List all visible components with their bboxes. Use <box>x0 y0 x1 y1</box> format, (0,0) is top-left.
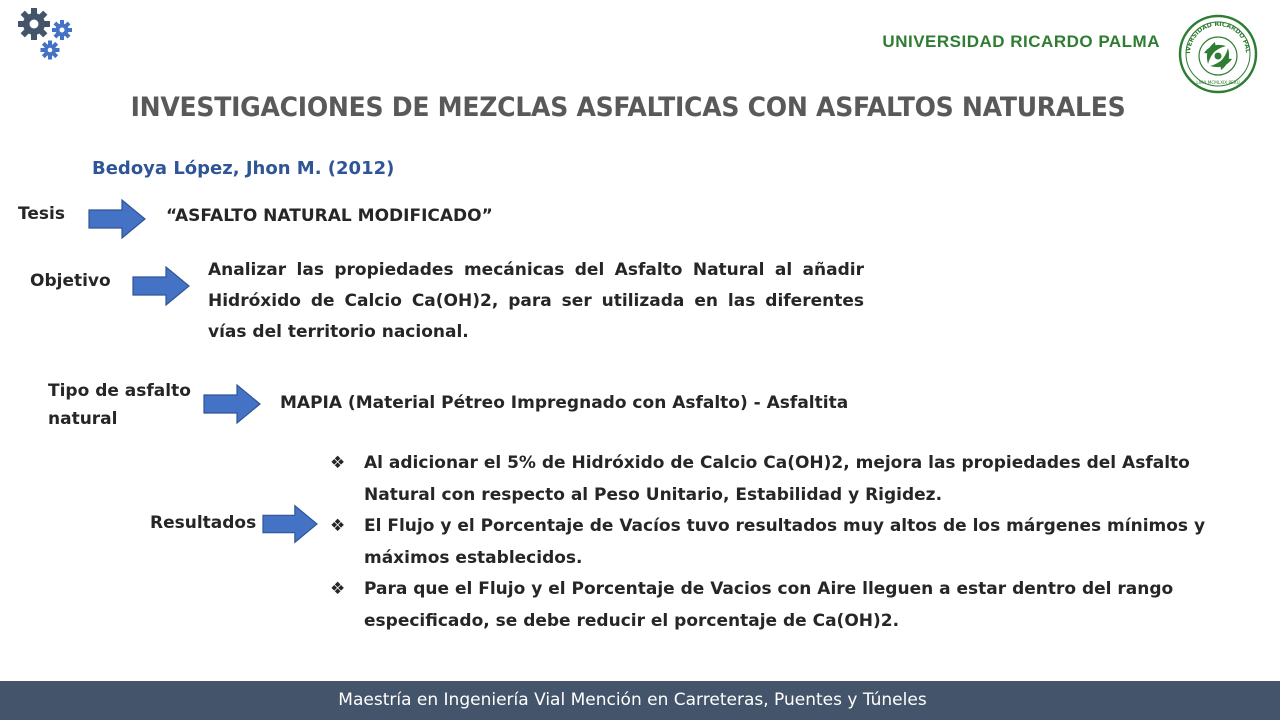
logo-text: IVERSIDAD RICARDO PAL <box>1184 20 1252 54</box>
objetivo-label: Objetivo <box>30 271 111 291</box>
footer-text: Maestría en Ingeniería Vial Mención en Carreteras, Puentes y Túneles <box>338 690 927 710</box>
list-item: ❖ Para que el Flujo y el Porcentaje de Vacios con Aire lleguen a estar dentro del rango especificado, se debe reducir el porcentaje de Ca(OH)2. <box>330 574 1260 637</box>
tipo-value: MAPIA (Material Pétreo Impregnado con Asfalto) - Asfaltita <box>280 393 849 413</box>
results-list <box>330 448 1260 637</box>
tesis-value: “ASFALTO NATURAL MODIFICADO” <box>166 206 493 226</box>
list-item: ❖ Al adicionar el 5% de Hidróxido de Calcio Ca(OH)2, mejora las propiedades del Asfalto Natural con respecto al Peso Unitario, Estabilidad y Rigidez. <box>330 448 1260 511</box>
university-name: UNIVERSIDAD RICARDO PALMA <box>882 32 1160 51</box>
objetivo-value: Analizar las propiedades mecánicas del Asfalto Natural al añadir Hidróxido de Calcio Ca(OH)2, para ser utilizada en las diferentes vías del territorio nacional. <box>208 260 864 342</box>
resultados-label: Resultados <box>150 513 257 533</box>
diamond-bullet-icon: ❖ <box>330 453 346 473</box>
tipo-arrow-icon <box>203 384 261 424</box>
tesis-arrow-icon <box>88 199 146 239</box>
objetivo-arrow-icon <box>132 266 190 306</box>
diamond-bullet-icon: ❖ <box>330 579 346 599</box>
gears-icon <box>14 6 76 62</box>
resultados-arrow-icon <box>262 504 318 544</box>
author-citation: Bedoya López, Jhon M. (2012) <box>92 158 395 179</box>
list-item: ❖ El Flujo y el Porcentaje de Vacíos tuvo resultados muy altos de los márgenes mínimos y máximos establecidos. <box>330 511 1260 574</box>
university-logo <box>1178 14 1258 94</box>
tipo-label: Tipo de asfalto natural <box>48 381 191 429</box>
page-title: INVESTIGACIONES DE MEZCLAS ASFALTICAS CON ASFALTOS NATURALES <box>130 92 1126 123</box>
svg-text:LIMA MCMLXIX PERÚ: LIMA MCMLXIX PERÚ <box>1196 80 1240 85</box>
tesis-label: Tesis <box>18 204 65 224</box>
diamond-bullet-icon: ❖ <box>330 516 346 536</box>
